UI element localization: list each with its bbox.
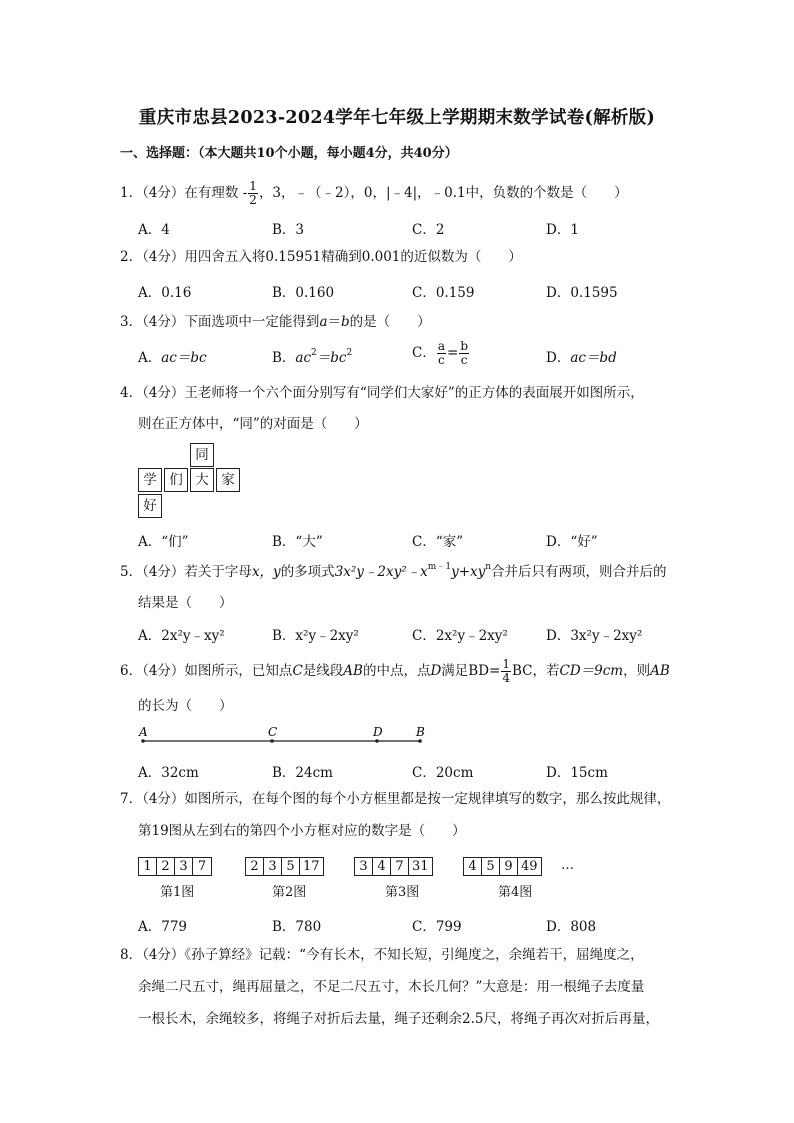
q3-option-a xyxy=(138,346,207,366)
q7-option-d: D．808 xyxy=(546,919,597,935)
q5-option-c: C．2x²y﹣2xy² xyxy=(412,628,508,644)
q2-option-a: A．0.16 xyxy=(138,285,192,301)
q3-var-a: a xyxy=(319,314,328,330)
q2-option-d: D．0.1595 xyxy=(546,285,618,301)
fig4-box-2: 5 xyxy=(482,858,500,875)
fig4-box-4: 49 xyxy=(521,859,538,874)
fig1-box-4: 7 xyxy=(197,859,207,874)
question-1 xyxy=(120,180,628,207)
label-d: D xyxy=(373,725,383,739)
fig4-box-1: 4 xyxy=(464,858,482,875)
q1-fraction xyxy=(248,180,258,207)
point-b-dot xyxy=(418,739,422,743)
page-title: 重庆市忠县2023-2024学年七年级上学期期末数学试卷(解析版) xyxy=(138,108,656,128)
q6-bd: BD= xyxy=(468,663,501,679)
q3-opt-d-expr: ac＝bd xyxy=(570,350,617,366)
q3-frac1-den: c xyxy=(438,353,445,367)
q5-option-b: B．x²y﹣2xy² xyxy=(272,628,359,644)
fig2-box-4: 17 xyxy=(303,859,320,874)
q6-fraction xyxy=(501,658,511,685)
fig4-box-3: 9 xyxy=(500,858,518,875)
question-6-line-2: 的长为（ ） xyxy=(138,698,233,714)
q6-option-c: C．20cm xyxy=(412,765,474,781)
q5-poly: 3x²y﹣2xy²﹣x xyxy=(334,564,428,580)
fig3-box-2: 4 xyxy=(373,858,391,875)
q6-option-b: B．24cm xyxy=(272,765,333,781)
q6-p6: ，则 xyxy=(623,663,651,679)
q3-text-b: 的是（ ） xyxy=(349,314,431,330)
figure-4-caption: 第4图 xyxy=(498,885,533,900)
point-d-dot xyxy=(375,739,379,743)
q7-option-c: C．799 xyxy=(412,919,462,935)
q1-frac-den: 2 xyxy=(249,193,257,207)
question-3 xyxy=(120,313,431,331)
q2-option-b: B．0.160 xyxy=(272,285,335,301)
fig3-box-3: 7 xyxy=(391,858,409,875)
q5-poly-exp2: n xyxy=(485,562,492,572)
q1-option-c: C．2 xyxy=(412,222,445,238)
q5-poly-tail: y+xy xyxy=(451,564,486,580)
question-7-line-2: 第19图从左到右的第四个小方框对应的数字是（ ） xyxy=(138,823,466,839)
fig2-box-1: 2 xyxy=(246,858,264,875)
q5-option-a: A．2x²y﹣xy² xyxy=(138,628,225,644)
q3-opt-b-exp2: 2 xyxy=(346,348,353,358)
figure-2-caption: 第2图 xyxy=(272,885,307,900)
q3-frac1-num: a xyxy=(437,339,445,353)
q3-label-c: C． xyxy=(412,345,436,361)
fig2-box-3: 5 xyxy=(282,858,300,875)
q3-text-a: 3．（4分）下面选项中一定能得到 xyxy=(120,314,320,330)
q3-option-d xyxy=(546,346,617,366)
q5-p3: 合并后只有两项，则合并后的 xyxy=(491,564,667,580)
q3-frac2-den: c xyxy=(460,353,468,367)
fig3-box-1: 3 xyxy=(355,858,373,875)
question-4-line-2: 则在正方体中，“同”的对面是（ ） xyxy=(138,416,368,432)
q2-option-c: C．0.159 xyxy=(412,285,475,301)
q4-option-b: B．“大” xyxy=(272,534,323,550)
section-heading: 一、选择题：（本大题共10个小题，每小题4分，共40分） xyxy=(120,146,458,161)
fig1-box-3: 3 xyxy=(175,858,193,875)
q3-label-a: A． xyxy=(138,350,162,366)
net-face-hao: 好 xyxy=(138,494,162,518)
q1-prefix: 1．（4分）在有理数 xyxy=(120,185,243,201)
net-face-da: 大 xyxy=(190,468,214,492)
q3-opt-b-lhs: ac xyxy=(295,350,312,366)
question-8-line-1: 8．（4分）《孙子算经》记载：“今有长木，不知长短，引绳度之，余绳若干，屈绳度之， xyxy=(120,947,644,963)
question-6-line-1 xyxy=(120,658,670,685)
q3-var-b: b xyxy=(341,314,350,330)
point-c-dot xyxy=(270,739,274,743)
question-4-line-1: 4．（4分）王老师将一个六个面分别写有“同学们大家好”的正方体的表面展开如图所示， xyxy=(120,385,644,401)
q6-p3: 的中点，点 xyxy=(362,663,431,679)
q1-option-a: A．4 xyxy=(138,222,170,238)
figure-1-boxes xyxy=(138,857,212,876)
q3-opt-c-eq: = xyxy=(447,345,459,361)
net-face-jia: 家 xyxy=(216,468,240,492)
q3-frac-2 xyxy=(459,340,469,367)
q1-neg: - xyxy=(242,185,248,201)
label-b: B xyxy=(416,725,425,739)
q3-label-b: B． xyxy=(272,350,296,366)
sequence-ellipsis: … xyxy=(561,858,574,873)
label-c: C xyxy=(268,725,278,739)
net-face-men: 们 xyxy=(164,468,188,492)
q3-option-c xyxy=(412,340,470,367)
figure-3-caption: 第3图 xyxy=(385,885,420,900)
fig3-box-4: 31 xyxy=(412,859,429,874)
q6-segment-ab: AB xyxy=(343,663,363,679)
q6-option-d: D．15cm xyxy=(546,765,608,781)
fig2-box-2: 3 xyxy=(264,858,282,875)
net-face-tong: 同 xyxy=(190,443,214,467)
q6-p1: 6．（4分）如图所示，已知点 xyxy=(120,663,293,679)
fig1-box-2: 2 xyxy=(157,858,175,875)
q6-point-c: C xyxy=(292,663,303,679)
segment-diagram xyxy=(130,722,440,752)
question-5-line-1 xyxy=(120,563,667,581)
q6-p4: 满足 xyxy=(441,663,469,679)
q6-frac-den: 4 xyxy=(502,671,510,685)
q7-option-a: A．779 xyxy=(138,919,188,935)
q3-opt-b-rhs: ＝bc xyxy=(316,350,347,366)
net-face-xue: 学 xyxy=(138,468,162,492)
question-7-line-1: 7．（4分）如图所示，在每个图的每个小方框里都是按一定规律填写的数字，那么按此规律， xyxy=(120,791,671,807)
q6-cd: CD＝9cm xyxy=(559,663,624,679)
q4-option-c: C．“家” xyxy=(412,534,464,550)
question-5-line-2: 结果是（ ） xyxy=(138,595,233,611)
label-a: A xyxy=(139,725,148,739)
q1-option-d: D．1 xyxy=(546,222,579,238)
q6-option-a: A．32cm xyxy=(138,765,199,781)
q1-rest: ，3，﹣（﹣2），0，|﹣4|，﹣0.1中，负数的个数是（ ） xyxy=(258,185,628,201)
q5-p1: 5．（4分）若关于字母 xyxy=(120,564,252,580)
q4-option-a: A．“们” xyxy=(138,534,189,550)
q3-eq: ＝ xyxy=(327,314,341,330)
q6-p2: 是线段 xyxy=(302,663,344,679)
q1-option-b: B．3 xyxy=(272,222,305,238)
question-8-line-2: 余绳二尺五寸，绳再屈量之，不足二尺五寸，木长几何？”大意是：用一根绳子去度量 xyxy=(138,979,645,995)
figure-4-boxes xyxy=(463,857,542,876)
q7-option-b: B．780 xyxy=(272,919,322,935)
q3-option-b xyxy=(272,346,352,366)
q1-frac-num: 1 xyxy=(249,179,257,193)
q6-p5: ，若 xyxy=(532,663,560,679)
q5-option-d: D．3x²y﹣2xy² xyxy=(546,628,643,644)
question-8-line-3: 一根长木，余绳较多，将绳子对折后去量，绳子还剩余2.5尺，将绳子再次对折后再量， xyxy=(138,1011,659,1027)
fig1-box-1: 1 xyxy=(139,858,157,875)
q3-frac2-num: b xyxy=(460,339,468,353)
q5-p2: 的多项式 xyxy=(280,564,335,580)
q5-poly-exp: m﹣1 xyxy=(427,562,452,572)
q3-opt-b-exp1: 2 xyxy=(311,348,317,358)
q6-segment-ab-2: AB xyxy=(650,663,670,679)
q6-point-d: D xyxy=(430,663,442,679)
figure-1-caption: 第1图 xyxy=(160,885,195,900)
figure-3-boxes xyxy=(354,857,433,876)
figure-2-boxes xyxy=(245,857,324,876)
q6-frac-num: 1 xyxy=(502,657,510,671)
q5-vars: x，y xyxy=(251,564,281,580)
q4-option-d: D．“好” xyxy=(546,534,598,550)
point-a-dot xyxy=(141,739,145,743)
q3-frac-1 xyxy=(437,340,446,367)
q3-label-d: D． xyxy=(546,350,571,366)
question-2: 2．（4分）用四舍五入将0.15951精确到0.001的近似数为（ ） xyxy=(120,249,522,265)
q6-bc: BC xyxy=(511,663,533,679)
q3-opt-a-expr: ac＝bc xyxy=(161,350,207,366)
